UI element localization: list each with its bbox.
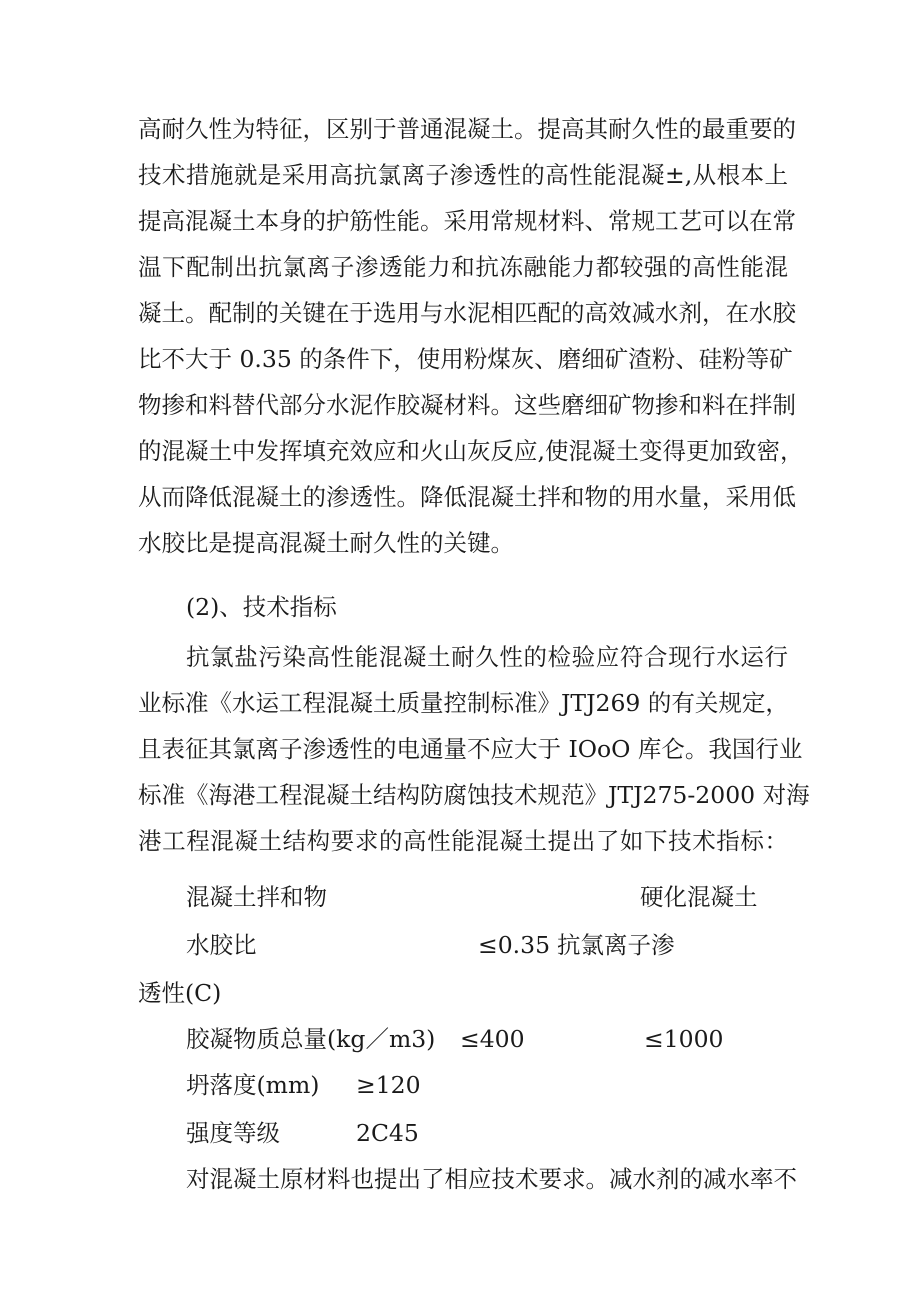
spec-value-binder-total: ≤400	[460, 1025, 525, 1053]
spec-value-water-binder: ≤0.35	[478, 931, 551, 959]
spec-value-chloride: ≤1000	[644, 1025, 724, 1053]
paragraph-line: 高耐久性为特征，区别于普通混凝土。提高其耐久性的最重要的	[138, 115, 796, 143]
paragraph-line: 抗氯盐污染高性能混凝土耐久性的检验应符合现行水运行	[186, 643, 788, 671]
paragraph-line: 技术措施就是采用高抗氯离子渗透性的高性能混凝±,从根本上	[138, 161, 788, 189]
section-heading: (2)、技术指标	[186, 593, 337, 621]
spec-label-strength: 强度等级	[186, 1119, 280, 1147]
spec-header-mix: 混凝土拌和物	[186, 883, 327, 911]
paragraph-line: 温下配制出抗氯离子渗透能力和抗冻融能力都较强的高性能混	[138, 253, 788, 281]
spec-label-binder-total: 胶凝物质总量(kg／m3)	[186, 1025, 436, 1053]
spec-header-hardened: 硬化混凝土	[640, 883, 758, 911]
paragraph-line: 凝土。配制的关键在于选用与水泥相匹配的高效减水剂，在水胶	[138, 299, 796, 327]
paragraph-line: 港工程混凝土结构要求的高性能混凝土提出了如下技术指标：	[138, 827, 788, 855]
spec-label-chloride-part2: 透性(C)	[138, 979, 222, 1007]
spec-value-strength: 2C45	[356, 1119, 419, 1147]
paragraph-line: 且表征其氯离子渗透性的电通量不应大于 IOoO 库仑。我国行业	[138, 735, 803, 763]
spec-label-chloride-part1: 抗氯离子渗	[557, 931, 675, 959]
paragraph-line: 水胶比是提高混凝土耐久性的关键。	[138, 529, 514, 557]
paragraph-line: 对混凝土原材料也提出了相应技术要求。减水剂的减水率不	[186, 1165, 797, 1193]
paragraph-line: 比不大于 0.35 的条件下，使用粉煤灰、磨细矿渣粉、硅粉等矿	[138, 345, 793, 373]
paragraph-line: 提高混凝土本身的护筋性能。采用常规材料、常规工艺可以在常	[138, 207, 796, 235]
spec-label-water-binder: 水胶比	[186, 931, 257, 959]
spec-value-slump: ≥120	[356, 1071, 421, 1099]
paragraph-line: 标准《海港工程混凝土结构防腐蚀技术规范》JTJ275-2000 对海	[138, 781, 810, 809]
paragraph-line: 的混凝土中发挥填充效应和火山灰反应,使混凝土变得更加致密，	[138, 437, 804, 465]
spec-label-slump: 坍落度(mm)	[186, 1071, 320, 1099]
paragraph-line: 业标准《水运工程混凝土质量控制标准》JTJ269 的有关规定，	[138, 689, 789, 717]
paragraph-line: 从而降低混凝土的渗透性。降低混凝土拌和物的用水量，采用低	[138, 483, 796, 511]
paragraph-line: 物掺和料替代部分水泥作胶凝材料。这些磨细矿物掺和料在拌制	[138, 391, 796, 419]
